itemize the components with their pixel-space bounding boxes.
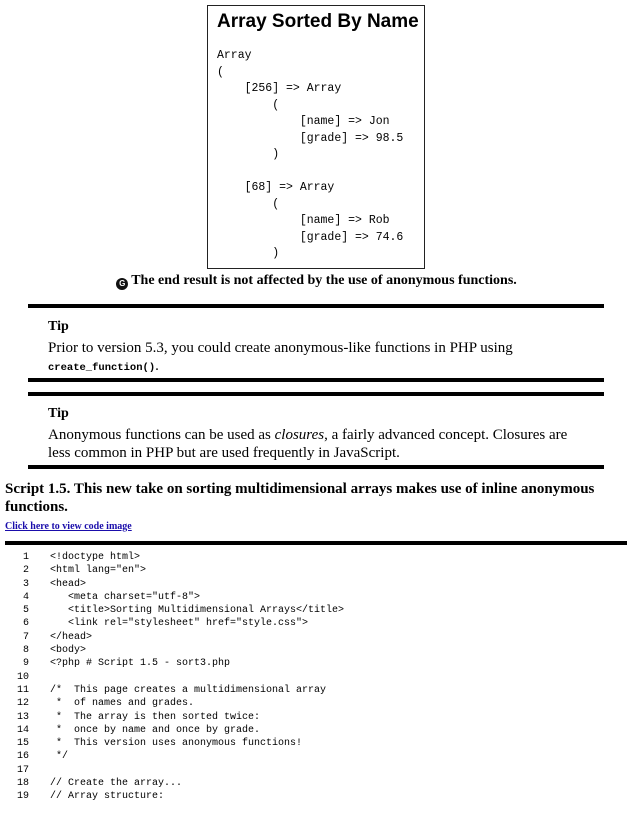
line-number: 10 bbox=[16, 671, 29, 683]
code-line bbox=[0, 578, 633, 591]
figure-caption-text: The end result is not affected by the use of anonymous functions. bbox=[131, 273, 517, 288]
figure-output-line: [68] => Array bbox=[217, 181, 335, 194]
code-text: * This version uses anonymous functions! bbox=[50, 738, 303, 750]
figure-caption bbox=[0, 273, 633, 290]
code-text: <head> bbox=[50, 578, 87, 590]
line-number: 11 bbox=[16, 684, 29, 696]
tip2-text-after: , a fairly advanced concept. Closures are less common in PHP but are used frequently in JavaScript. bbox=[48, 427, 568, 461]
tip2-body bbox=[48, 426, 593, 462]
code-line bbox=[0, 631, 633, 644]
figure-output-line: [grade] => 74.6 bbox=[217, 230, 404, 244]
view-code-image-link[interactable]: Click here to view code image bbox=[5, 521, 132, 532]
code-text: */ bbox=[50, 751, 69, 763]
script-caption: Script 1.5. This new take on sorting multidimensional arrays makes use of inline anonymous functions. bbox=[5, 481, 595, 515]
code-line bbox=[0, 724, 633, 737]
code-text: // Array structure: bbox=[50, 791, 165, 803]
code-text: * once by name and once by grade. bbox=[50, 724, 261, 736]
line-number: 19 bbox=[16, 791, 29, 803]
line-number: 14 bbox=[16, 724, 29, 736]
line-number: 6 bbox=[22, 618, 29, 630]
code-line bbox=[0, 750, 633, 763]
tip2-text-before: Anonymous functions can be used as bbox=[48, 427, 275, 443]
code-line bbox=[0, 671, 633, 684]
figure-output-line: ( bbox=[217, 98, 280, 112]
code-text: <title>Sorting Multidimensional Arrays</title> bbox=[50, 605, 345, 617]
figure-title: Array Sorted By Name bbox=[217, 11, 419, 32]
line-number: 15 bbox=[16, 738, 29, 750]
code-text: <!doctype html> bbox=[50, 552, 141, 563]
code-line bbox=[0, 617, 633, 630]
line-number: 12 bbox=[16, 698, 29, 710]
code-top-rule bbox=[5, 541, 627, 545]
code-line bbox=[0, 657, 633, 670]
tip2-emphasis: closures bbox=[274, 427, 325, 443]
code-text: * of names and grades. bbox=[50, 698, 195, 710]
line-number: 4 bbox=[22, 591, 29, 603]
tip1-suffix: . bbox=[155, 358, 159, 374]
code-listing bbox=[0, 551, 633, 804]
code-line bbox=[0, 697, 633, 710]
code-line bbox=[0, 711, 633, 724]
figure-marker-icon: G bbox=[116, 278, 128, 290]
code-text: <html lang="en"> bbox=[50, 565, 147, 577]
figure-output-line: ) bbox=[217, 148, 280, 161]
tip1-top-rule bbox=[28, 304, 604, 308]
code-line bbox=[0, 564, 633, 577]
line-number: 5 bbox=[22, 605, 29, 617]
line-number: 9 bbox=[22, 658, 29, 670]
figure-output-line: [name] => Jon bbox=[217, 115, 390, 128]
code-line bbox=[0, 737, 633, 750]
code-line bbox=[0, 790, 633, 803]
line-number: 3 bbox=[22, 578, 29, 590]
line-number: 2 bbox=[22, 565, 29, 577]
line-number: 16 bbox=[16, 751, 29, 763]
figure-output-line: [name] => Rob bbox=[217, 214, 390, 227]
code-text: <link rel="stylesheet" href="style.css"> bbox=[50, 618, 309, 630]
tip2-bottom-rule bbox=[28, 465, 604, 469]
code-text: // Create the array... bbox=[50, 778, 183, 790]
tip2-top-rule bbox=[28, 392, 604, 396]
tip2-heading: Tip bbox=[48, 406, 69, 421]
line-number: 18 bbox=[16, 778, 29, 790]
code-line bbox=[0, 591, 633, 604]
code-line bbox=[0, 604, 633, 617]
figure-output-line: [256] => Array bbox=[217, 82, 342, 95]
tip2 bbox=[48, 405, 593, 462]
line-number: 17 bbox=[16, 764, 29, 776]
tip1-body bbox=[48, 339, 593, 377]
code-text: * The array is then sorted twice: bbox=[50, 711, 261, 723]
figure-output-line: Array bbox=[217, 49, 252, 62]
line-number: 8 bbox=[22, 645, 29, 657]
line-number: 7 bbox=[22, 631, 29, 643]
code-text: <body> bbox=[50, 645, 87, 657]
figure-output-line: ) bbox=[217, 247, 280, 260]
figure-output-line: ( bbox=[217, 65, 224, 79]
code-line bbox=[0, 551, 633, 564]
code-text: </head> bbox=[50, 631, 93, 643]
figure-output-line: [grade] => 98.5 bbox=[217, 131, 404, 145]
code-text: <meta charset="utf-8"> bbox=[50, 591, 201, 603]
tip1-heading: Tip bbox=[48, 319, 69, 334]
code-line bbox=[0, 777, 633, 790]
figure-output-line: ( bbox=[217, 197, 280, 211]
tip1-code: create_function() bbox=[48, 362, 156, 374]
tip1-text: Prior to version 5.3, you could create anonymous-like functions in PHP using bbox=[48, 340, 513, 356]
code-line bbox=[0, 684, 633, 697]
code-text: /* This page creates a multidimensional array bbox=[50, 684, 327, 696]
figure-output-box bbox=[207, 5, 425, 269]
line-number: 13 bbox=[16, 711, 29, 723]
code-line bbox=[0, 764, 633, 777]
code-text: <?php # Script 1.5 - sort3.php bbox=[50, 658, 231, 670]
code-line bbox=[0, 644, 633, 657]
tip1 bbox=[48, 318, 593, 377]
line-number: 1 bbox=[22, 552, 29, 563]
tip1-bottom-rule bbox=[28, 378, 604, 382]
